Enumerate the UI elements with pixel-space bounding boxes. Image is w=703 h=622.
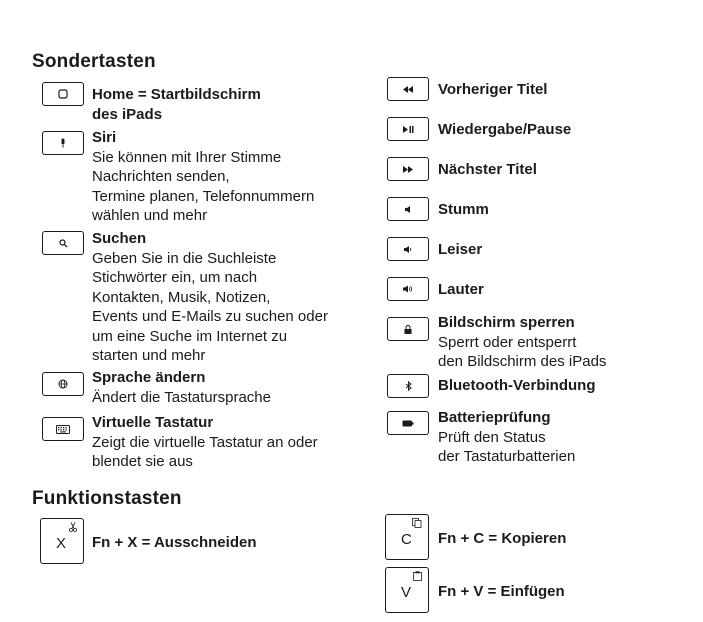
entry-volume-up xyxy=(438,280,484,300)
next-track-key xyxy=(387,157,429,181)
entry-play-pause xyxy=(438,120,571,140)
key-letter: X xyxy=(56,535,67,552)
search-key xyxy=(42,231,84,255)
fn-v-key xyxy=(385,567,429,613)
previous-track-key xyxy=(387,77,429,101)
entry-home xyxy=(92,85,261,124)
lock-icon xyxy=(404,325,412,334)
entry-siri xyxy=(92,128,314,226)
scissors-icon xyxy=(69,522,77,532)
fn-x-label: Fn + X = Ausschneiden xyxy=(92,534,257,551)
entry-title: Bildschirm sperren xyxy=(438,314,575,331)
entry-title: Batterieprüfung xyxy=(438,409,551,426)
bluetooth-key xyxy=(387,374,429,398)
keyboard-icon xyxy=(56,425,70,434)
lock-screen-key xyxy=(387,317,429,341)
home-key xyxy=(42,82,84,106)
microphone-icon xyxy=(59,138,67,148)
paste-icon xyxy=(413,571,422,581)
fn-c-label: Fn + C = Kopieren xyxy=(438,530,567,547)
mute-key xyxy=(387,197,429,221)
entry-language xyxy=(92,368,271,407)
entry-previous-track xyxy=(438,80,547,100)
siri-key xyxy=(42,131,84,155)
entry-title: Suchen xyxy=(92,230,147,247)
entry-title: Sprache ändern xyxy=(92,369,206,386)
section-title-function-keys: Funktionstasten xyxy=(32,488,182,509)
volume-down-icon xyxy=(404,246,412,253)
entry-description: Prüft den Status der Tastaturbatterien xyxy=(438,428,576,465)
fn-v-label: Fn + V = Einfügen xyxy=(438,583,565,600)
volume-down-key xyxy=(387,237,429,261)
entry-description: Ändert die Tastatursprache xyxy=(92,388,271,406)
entry-mute xyxy=(438,200,489,220)
entry-description: Geben Sie in die Suchleiste Stichwörter ein, um nach Kontakten, Musik, Notizen, Events und E-Mails zu suchen oder um eine Suche im Internet zu starten und mehr xyxy=(92,249,328,364)
rewind-icon xyxy=(403,86,413,93)
entry-virtual-keyboard xyxy=(92,413,318,472)
entry-volume-down xyxy=(438,240,482,260)
entry-title: Virtuelle Tastatur xyxy=(92,414,214,431)
fast-forward-icon xyxy=(403,166,413,173)
play-pause-key xyxy=(387,117,429,141)
entry-title: Bluetooth-Verbindung xyxy=(438,377,596,394)
language-key xyxy=(42,372,84,396)
home-icon xyxy=(58,89,68,99)
key-letter: C xyxy=(401,531,412,548)
entry-title: Leiser xyxy=(438,241,483,258)
entry-title: Siri xyxy=(92,129,117,146)
volume-up-icon xyxy=(403,285,413,293)
copy-icon xyxy=(412,518,422,528)
fn-c-key xyxy=(385,514,429,560)
entry-search xyxy=(92,229,328,366)
entry-title: Lauter xyxy=(438,281,484,298)
key-letter: V xyxy=(401,584,412,601)
entry-bluetooth xyxy=(438,376,595,396)
entry-lock-screen xyxy=(438,313,606,372)
entry-title: Home = Startbildschirm des iPads xyxy=(92,86,261,123)
entry-battery xyxy=(438,408,575,467)
entry-description: Zeigt die virtuelle Tastatur an oder blendet sie aus xyxy=(92,433,318,470)
battery-icon xyxy=(402,420,414,427)
entry-title: Vorheriger Titel xyxy=(438,81,548,98)
entry-title: Wiedergabe/Pause xyxy=(438,121,572,138)
mute-icon xyxy=(405,206,411,213)
entry-description: Sie können mit Ihrer Stimme Nachrichten senden, Termine planen, Telefonnummern wählen und mehr xyxy=(92,148,315,224)
section-title-special-keys: Sondertasten xyxy=(32,51,156,72)
volume-up-key xyxy=(387,277,429,301)
battery-key xyxy=(387,411,429,435)
virtual-keyboard-key xyxy=(42,417,84,441)
entry-title: Nächster Titel xyxy=(438,161,537,178)
bluetooth-icon xyxy=(405,381,412,391)
fn-x-key xyxy=(40,518,84,564)
entry-title: Stumm xyxy=(438,201,489,218)
entry-description: Sperrt oder entsperrt den Bildschirm des iPads xyxy=(438,333,607,370)
search-icon xyxy=(59,239,68,248)
entry-next-track xyxy=(438,160,537,180)
play-pause-icon xyxy=(403,126,414,133)
globe-icon xyxy=(58,379,68,389)
